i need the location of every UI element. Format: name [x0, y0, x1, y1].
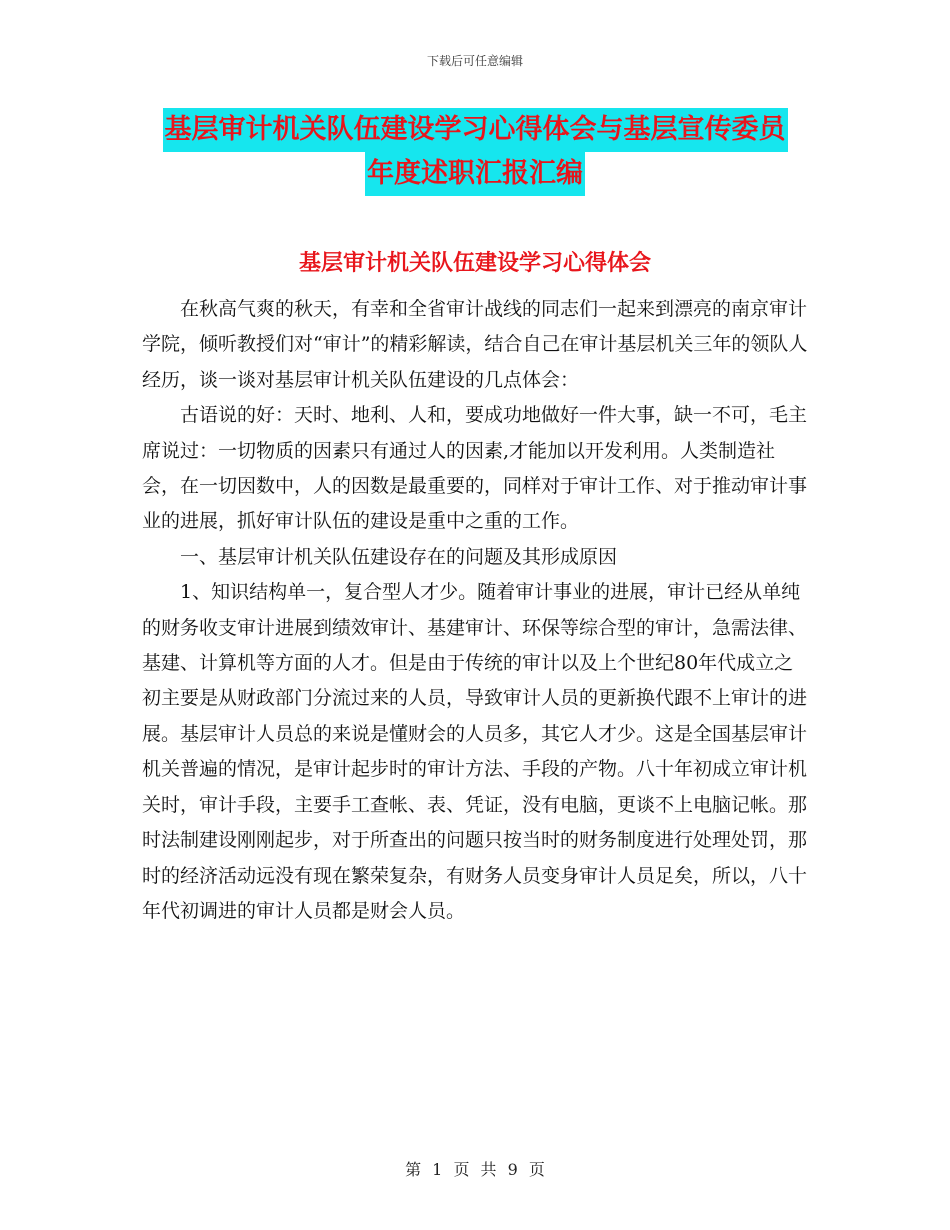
paragraph-knowledge-structure: 1、知识结构单一，复合型人才少。随着审计事业的进展，审计已经从单纯的财务收支审计进展到绩效审计、基建审计、环保等综合型的审计，急需法律、基建、计算机等方面的人才。但是由于传统的审计以及上个世纪80年代成立之初主要是从财政部门分流过来的人员，导致审计人员的更新换代跟不上审计的进展。基层审计人员总的来说是懂财会的人员多，其它人才少。这是全国基层审计机关普遍的情况，是审计起步时的审计方法、手段的产物。八十年初成立审计机关时，审计手段，主要手工查帐、表、凭证，没有电脑，更谈不上电脑记帐。那时法制建设刚刚起步，对于所查出的问题只按当时的财务制度进行处理处罚，那时的经济活动远没有现在繁荣复杂，有财务人员变身审计人员足矣，所以，八十年代初调进的审计人员都是财会人员。: [142, 581, 808, 922]
body-text: [142, 292, 810, 929]
section-title: 基层审计机关队伍建设学习心得体会: [298, 251, 651, 276]
page-header-note: 下载后可任意编辑: [426, 54, 523, 68]
paragraph-intro: 在秋高气爽的秋天，有幸和全省审计战线的同志们一起来到漂亮的南京审计学院，倾听教授们对“审计”的精彩解读，结合自己在审计基层机关三年的领队人经历，谈一谈对基层审计机关队伍建设的几点体会：: [142, 298, 808, 391]
document-title-line-2: 年度述职汇报汇编: [365, 152, 585, 196]
document-title: [0, 108, 950, 196]
paragraph-heading-problems: 一、基层审计机关队伍建设存在的问题及其形成原因: [180, 545, 618, 568]
document-title-line-1: 基层审计机关队伍建设学习心得体会与基层宣传委员: [163, 108, 788, 152]
page-number: 第 1 页 共 9 页: [405, 1160, 545, 1179]
paragraph-proverb: 古语说的好：天时、地利、人和，要成功地做好一件大事，缺一不可，毛主席说过：一切物质的因素只有通过人的因素,才能加以开发利用。人类制造社会，在一切因数中，人的因数是最重要的，同样对于审计工作、对于推动审计事业的进展，抓好审计队伍的建设是重中之重的工作。: [142, 404, 808, 533]
